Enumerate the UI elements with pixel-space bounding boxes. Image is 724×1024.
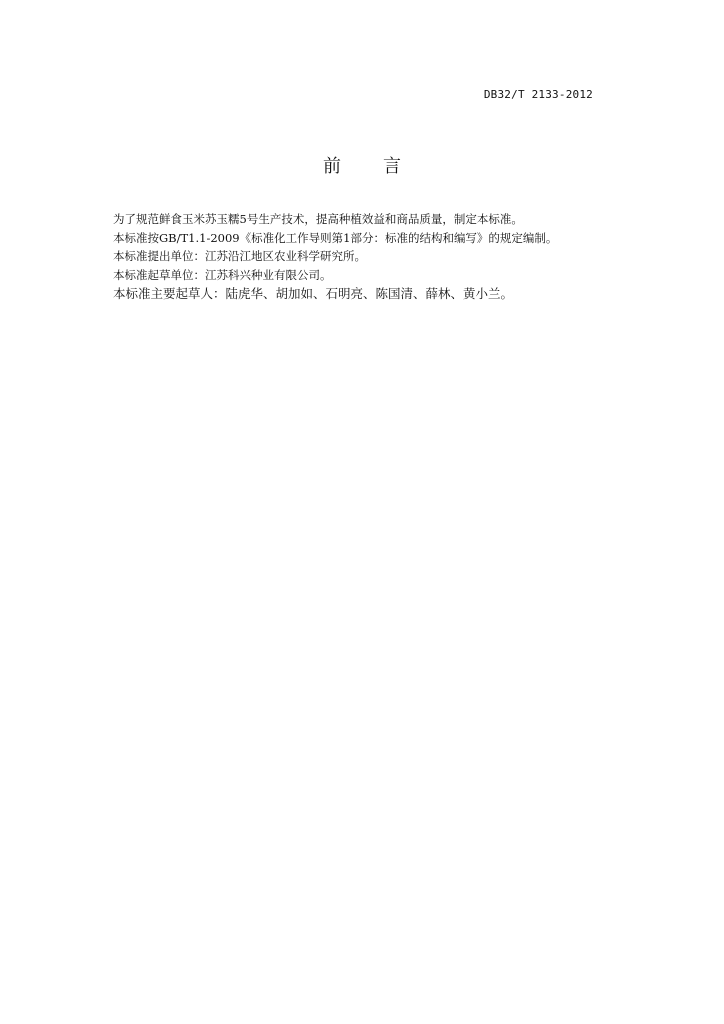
foreword-paragraph-drafting-rules: 本标准按GB/T1.1-2009《标准化工作导则第1部分：标准的结构和编写》的规定编制。 xyxy=(113,230,558,245)
document-code: DB32/T 2133-2012 xyxy=(483,88,593,101)
foreword-paragraph-drafters: 本标准主要起草人：陆虎华、胡加如、石明亮、陈国清、薛林、黄小兰。 xyxy=(113,286,514,301)
title-char-1: 前 xyxy=(323,156,341,177)
foreword-paragraph-drafting-unit: 本标准起草单位：江苏科兴种业有限公司。 xyxy=(113,267,332,282)
foreword-body xyxy=(113,210,613,304)
foreword-paragraph-proposer: 本标准提出单位：江苏沿江地区农业科学研究所。 xyxy=(113,249,366,263)
page-title xyxy=(0,152,724,178)
foreword-paragraph-purpose: 为了规范鲜食玉米苏玉糯5号生产技术，提高种植效益和商品质量，制定本标准。 xyxy=(113,212,523,226)
title-char-2: 言 xyxy=(383,156,401,177)
